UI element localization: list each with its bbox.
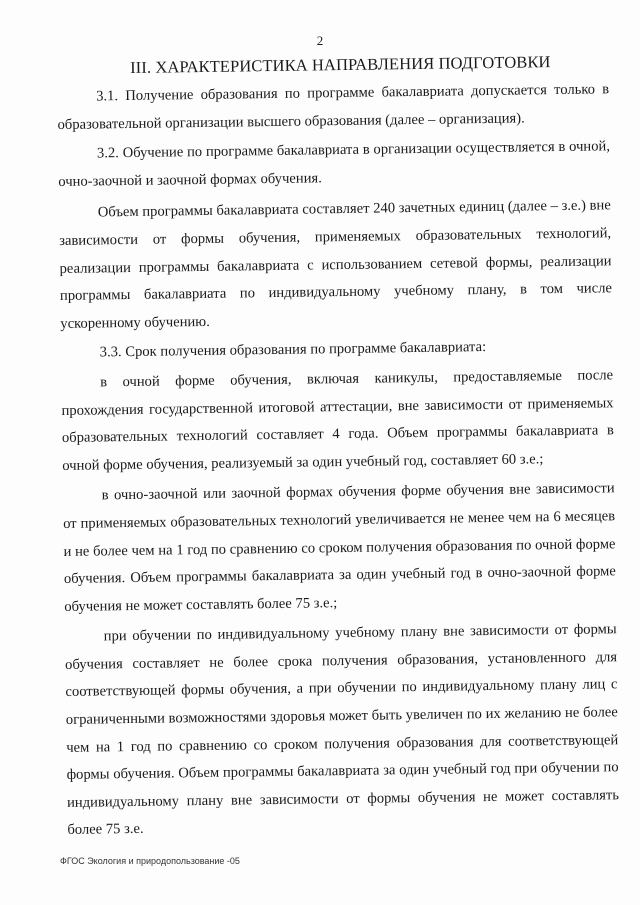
paragraph-3-2: 3.2. Обучение по программе бакалавриата в организации осуществляется в очной, очно-заочной и заочной формах обучения. [58,138,611,190]
paragraph-individual-plan: при обучении по индивидуальному учебному плану вне зависимости от формы обучения составляет не более срока получения образования, установленного для соответствующей формы обучения, а при обучении по индивидуальному плану лиц с ограниченными возможностями здоровья может быть увеличен по их желанию не более чем на 1 год по сравнению со сроком получения образования для соответствующей формы обучения. Объем программы бакалавриата за один учебный год при обучении по индивидуальному плану вне зависимости от формы обучения не может составлять более 75 з.е. [64,621,620,839]
paragraph-program-volume: Объем программы бакалавриата составляет 240 зачетных единиц (далее – з.е.) вне зависимости от формы обучения, применяемых образовательных технологий, реализации программы бакалавриата с использованием сетевой формы, реализации программы бакалавриата по индивидуальному учебному плану, в том числе ускоренному обучению. [59,197,613,332]
section-title: III. ХАРАКТЕРИСТИКА НАПРАВЛЕНИЯ ПОДГОТОВКИ [130,52,551,77]
page-number: 2 [316,33,324,48]
paragraph-3-3: 3.3. Срок получения образования по программе бакалавриата: [99,339,487,361]
paragraph-part-time: в очно-заочной или заочной формах обучения форме обучения вне зависимости от применяемых образовательных технологий увеличивается не менее чем на 6 месяцев и не более чем на 1 год по сравнению со сроком получения образования по очной форме обучения. Объем программы бакалавриата за один учебный год в очно-заочной форме обучения не может составлять более 75 з.е.; [63,480,616,615]
document-body [57,76,620,845]
footer-text: ФГОС Экология и природопользование -05 [60,856,240,866]
paragraph-full-time: в очной форме обучения, включая каникулы, предоставляемые после прохождения государственной итоговой аттестации, вне зависимости от применяемых образовательных технологий составляет 4 года. Объем программы бакалавриата в очной форме обучения, реализуемый за один учебный год, составляет 60 з.е.; [61,367,615,474]
paragraph-3-1: 3.1. Получение образования по программе бакалавриата допускается только в образовательной организации высшего образования (далее – организация). [57,81,610,133]
